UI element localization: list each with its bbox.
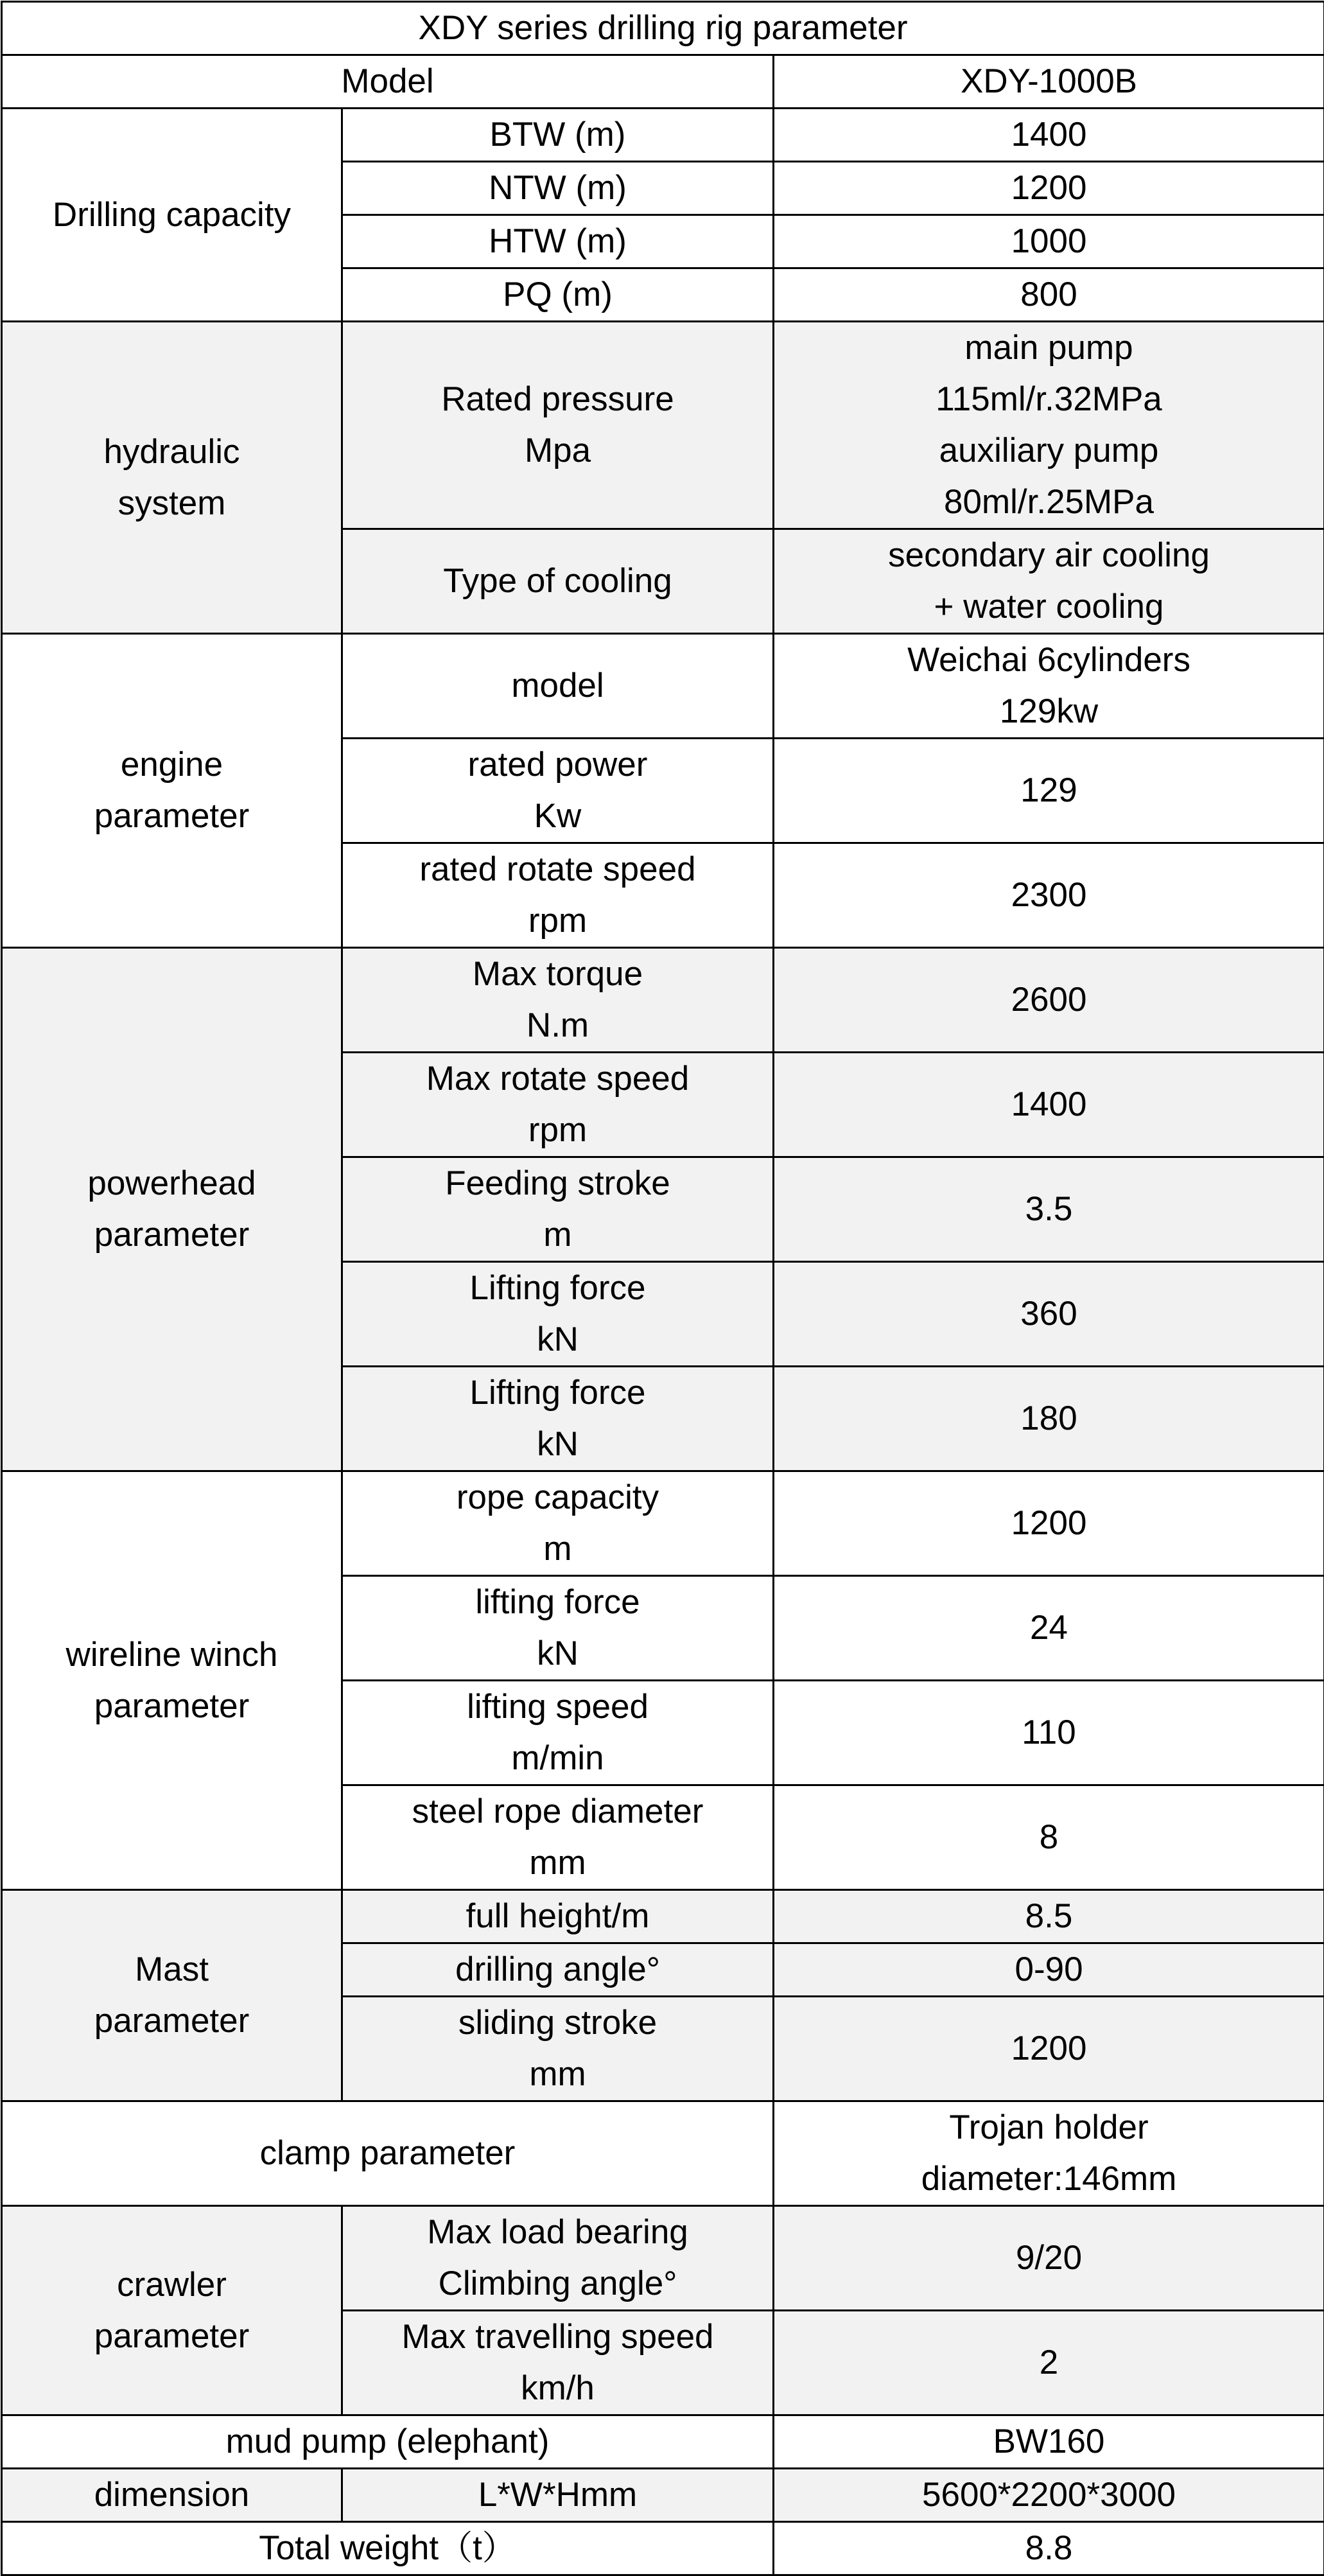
param-line: kN (347, 1314, 769, 1365)
value-line: 24 (778, 1602, 1320, 1654)
group-name-line: Total weight（t） (6, 2523, 769, 2574)
value-cell (774, 1053, 1324, 1157)
param-line: kN (347, 1628, 769, 1679)
param-line: rated rotate speed (347, 844, 769, 895)
value-line: BW160 (778, 2416, 1320, 2467)
group-name-engine-parameter (2, 634, 342, 948)
param-line: Max rotate speed (347, 1053, 769, 1105)
value-cell (774, 2415, 1324, 2469)
param-cell (342, 1053, 774, 1157)
group-name-line: parameter (6, 1209, 337, 1261)
value-line: 129kw (778, 686, 1320, 737)
value-line: auxiliary pump (778, 425, 1320, 477)
value-cell (774, 109, 1324, 162)
param-cell (342, 1367, 774, 1471)
param-line: steel rope diameter (347, 1786, 769, 1837)
group-name-drilling-capacity (2, 109, 342, 322)
group-name-clamp-parameter (2, 2101, 774, 2206)
param-line: Lifting force (347, 1263, 769, 1314)
value-cell (774, 215, 1324, 268)
param-line: mm (347, 2049, 769, 2100)
group-name-wireline-winch-parameter (2, 1471, 342, 1890)
group-name-line: system (6, 478, 337, 529)
value-cell (774, 1367, 1324, 1471)
value-line: main pump (778, 322, 1320, 374)
group-name-line: wireline winch (6, 1629, 337, 1681)
group-name-total-weight (2, 2522, 774, 2575)
value-line: 180 (778, 1393, 1320, 1444)
value-line: 1200 (778, 1498, 1320, 1549)
param-line: Max load bearing (347, 2207, 769, 2258)
group-name-line: dimension (6, 2469, 337, 2521)
param-cell (342, 1681, 774, 1785)
param-line: m (347, 1209, 769, 1261)
value-cell (774, 2522, 1324, 2575)
value-cell (774, 739, 1324, 843)
group-name-line: clamp parameter (6, 2128, 769, 2179)
param-line: m (347, 1523, 769, 1575)
param-cell (342, 529, 774, 634)
param-line: Max torque (347, 949, 769, 1000)
param-cell (342, 1157, 774, 1262)
value-cell (774, 2469, 1324, 2522)
group-name-line: parameter (6, 1681, 337, 1732)
param-cell (342, 1262, 774, 1367)
param-line: N.m (347, 1000, 769, 1051)
group-name-line: engine (6, 739, 337, 791)
model-value: XDY-1000B (774, 55, 1324, 109)
param-cell (342, 1785, 774, 1890)
value-line: 80ml/r.25MPa (778, 477, 1320, 528)
param-cell (342, 2469, 774, 2522)
param-line: BTW (m) (347, 109, 769, 161)
param-line: Kw (347, 791, 769, 842)
group-name-mast-parameter (2, 1890, 342, 2101)
param-line: rope capacity (347, 1472, 769, 1523)
param-cell (342, 1997, 774, 2101)
value-cell (774, 1785, 1324, 1890)
param-line: L*W*Hmm (347, 2469, 769, 2521)
param-line: NTW (m) (347, 162, 769, 214)
param-cell (342, 2311, 774, 2415)
value-cell (774, 529, 1324, 634)
value-cell (774, 1997, 1324, 2101)
value-cell (774, 2311, 1324, 2415)
param-cell (342, 634, 774, 739)
model-label: Model (2, 55, 774, 109)
value-line: 800 (778, 269, 1320, 320)
param-line: model (347, 660, 769, 712)
value-line: + water cooling (778, 581, 1320, 633)
group-name-line: Mast (6, 1944, 337, 1995)
param-line: drilling angle° (347, 1944, 769, 1995)
group-name-line: powerhead (6, 1158, 337, 1209)
table-title: XDY series drilling rig parameter (2, 2, 1324, 55)
param-line: Type of cooling (347, 556, 769, 607)
value-cell (774, 634, 1324, 739)
param-line: Mpa (347, 425, 769, 477)
value-cell (774, 268, 1324, 322)
value-line: 360 (778, 1288, 1320, 1340)
value-line: 9/20 (778, 2232, 1320, 2284)
value-cell (774, 1576, 1324, 1681)
group-name-line: parameter (6, 791, 337, 842)
value-cell (774, 1262, 1324, 1367)
value-line: 8.5 (778, 1891, 1320, 1942)
group-name-crawler-parameter (2, 2206, 342, 2415)
param-cell (342, 948, 774, 1053)
drilling-rig-parameter-table (1, 1, 1324, 2576)
value-cell (774, 1471, 1324, 1576)
value-line: 3.5 (778, 1184, 1320, 1235)
value-line: 1000 (778, 216, 1320, 267)
param-cell (342, 1576, 774, 1681)
group-name-line: Drilling capacity (6, 189, 337, 241)
param-cell (342, 268, 774, 322)
group-name-mud-pump (2, 2415, 774, 2469)
group-name-line: parameter (6, 1995, 337, 2047)
group-name-hydraulic-system (2, 322, 342, 634)
param-line: lifting force (347, 1577, 769, 1628)
value-cell (774, 948, 1324, 1053)
value-line: 2600 (778, 974, 1320, 1026)
value-line: Weichai 6cylinders (778, 635, 1320, 686)
param-cell (342, 215, 774, 268)
param-line: Climbing angle° (347, 2258, 769, 2309)
value-line: 1400 (778, 109, 1320, 161)
value-cell (774, 162, 1324, 215)
param-line: lifting speed (347, 1681, 769, 1733)
param-cell (342, 2206, 774, 2311)
param-cell (342, 1890, 774, 1943)
param-line: rated power (347, 739, 769, 791)
value-line: 1200 (778, 2023, 1320, 2074)
param-line: Rated pressure (347, 374, 769, 425)
group-name-line: parameter (6, 2311, 337, 2362)
param-line: km/h (347, 2363, 769, 2414)
value-line: 1400 (778, 1079, 1320, 1130)
param-line: Feeding stroke (347, 1158, 769, 1209)
value-line: 110 (778, 1707, 1320, 1758)
value-line: 2300 (778, 870, 1320, 921)
value-cell (774, 1890, 1324, 1943)
param-line: PQ (m) (347, 269, 769, 320)
value-cell (774, 843, 1324, 948)
value-line: 115ml/r.32MPa (778, 374, 1320, 425)
group-name-dimension (2, 2469, 342, 2522)
param-line: full height/m (347, 1891, 769, 1942)
value-line: 8 (778, 1812, 1320, 1863)
value-line: secondary air cooling (778, 530, 1320, 581)
param-cell (342, 162, 774, 215)
group-name-line: crawler (6, 2259, 337, 2311)
value-cell (774, 1681, 1324, 1785)
value-cell (774, 1157, 1324, 1262)
value-line: 2 (778, 2337, 1320, 2388)
group-name-line: mud pump (elephant) (6, 2416, 769, 2467)
param-line: Max travelling speed (347, 2311, 769, 2363)
group-name-powerhead-parameter (2, 948, 342, 1471)
value-cell (774, 322, 1324, 529)
param-cell (342, 843, 774, 948)
value-line: 5600*2200*3000 (778, 2469, 1320, 2521)
param-line: mm (347, 1837, 769, 1889)
value-line: Trojan holder (778, 2102, 1320, 2153)
value-cell (774, 1943, 1324, 1997)
param-cell (342, 109, 774, 162)
value-cell (774, 2206, 1324, 2311)
value-line: 0-90 (778, 1944, 1320, 1995)
param-line: HTW (m) (347, 216, 769, 267)
param-line: kN (347, 1419, 769, 1470)
param-line: rpm (347, 1105, 769, 1156)
group-name-line: hydraulic (6, 426, 337, 478)
param-cell (342, 322, 774, 529)
param-line: m/min (347, 1733, 769, 1784)
value-line: 129 (778, 765, 1320, 816)
param-line: sliding stroke (347, 1997, 769, 2049)
param-line: Lifting force (347, 1367, 769, 1419)
param-cell (342, 1471, 774, 1576)
value-cell (774, 2101, 1324, 2206)
param-cell (342, 739, 774, 843)
param-cell (342, 1943, 774, 1997)
value-line: diameter:146mm (778, 2153, 1320, 2205)
value-line: 1200 (778, 162, 1320, 214)
value-line: 8.8 (778, 2523, 1320, 2574)
param-line: rpm (347, 895, 769, 947)
